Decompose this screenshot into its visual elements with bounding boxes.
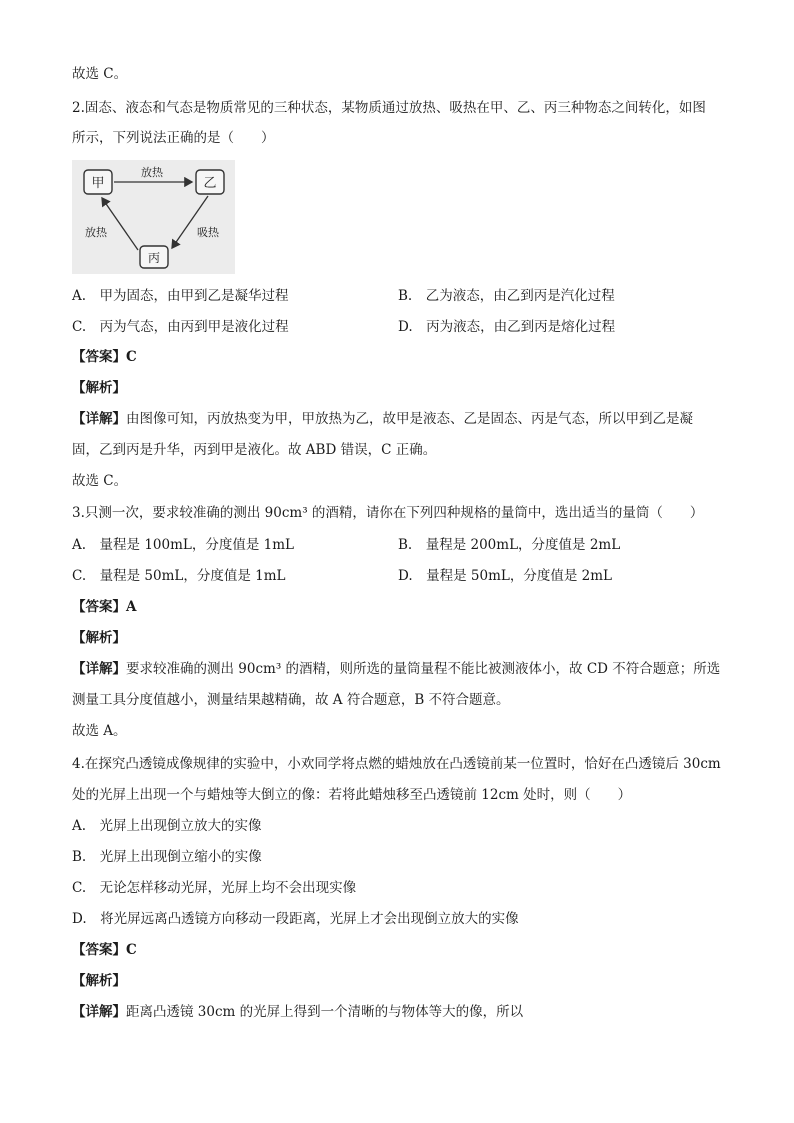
q3-choose: 故选 A。	[72, 723, 127, 739]
q3-option-a: A. 量程是 100mL，分度值是 1mL	[72, 537, 295, 553]
detail-text: 要求较准确的测出 90cm³ 的酒精，则所选的量筒量程不能比被测液体小，故 CD 不符合题意；所选	[126, 661, 721, 677]
q2-detail-2: 固，乙到丙是升华，丙到甲是液化。故 ABD 错误，C 正确。	[72, 442, 437, 458]
answer-value: A	[126, 599, 137, 615]
node-yi: 乙	[203, 176, 217, 191]
detail-label: 【详解】	[72, 661, 126, 677]
q2-choose: 故选 C。	[72, 473, 128, 489]
q2-option-c: C. 丙为气态，由丙到甲是液化过程	[72, 319, 289, 335]
answer-label: 【答案】	[72, 599, 126, 615]
node-bing: 丙	[147, 251, 161, 265]
answer-label: 【答案】	[72, 942, 126, 958]
edge-yi-to-bing	[172, 196, 208, 248]
q4-option-b: B. 光屏上出现倒立缩小的实像	[72, 849, 262, 865]
q2-option-b: B. 乙为液态，由乙到丙是汽化过程	[398, 288, 615, 304]
q3-detail-1	[72, 659, 720, 679]
q2-detail-1	[72, 409, 693, 429]
q3-option-d: D. 量程是 50mL，分度值是 2mL	[398, 568, 613, 584]
q4-analysis-heading: 【解析】	[72, 973, 126, 989]
detail-label: 【详解】	[72, 411, 126, 427]
node-jia: 甲	[91, 176, 105, 191]
text-line: 故选 C。	[72, 66, 128, 82]
answer-value: C	[126, 349, 137, 365]
q2-option-a: A. 甲为固态，由甲到乙是凝华过程	[72, 288, 289, 304]
answer-label: 【答案】	[72, 349, 126, 365]
q2-option-d: D. 丙为液态，由乙到丙是熔化过程	[398, 319, 616, 335]
detail-text: 距离凸透镜 30cm 的光屏上得到一个清晰的与物体等大的像，所以	[126, 1004, 524, 1020]
edge-bing-to-jia	[102, 198, 138, 250]
detail-text: 由图像可知，丙放热变为甲，甲放热为乙，故甲是液态、乙是固态、丙是气态，所以甲到乙是凝	[126, 411, 693, 427]
q4-answer	[72, 940, 137, 960]
edge-label-right: 吸热	[197, 226, 219, 239]
detail-label: 【详解】	[72, 1004, 126, 1020]
q2-answer	[72, 347, 137, 367]
question-4-stem-cont: 处的光屏上出现一个与蜡烛等大倒立的像：若将此蜡烛移至凸透镜前 12cm 处时，则（ ）	[72, 787, 632, 803]
q4-option-d: D. 将光屏远离凸透镜方向移动一段距离，光屏上才会出现倒立放大的实像	[72, 911, 519, 927]
q3-option-b: B. 量程是 200mL，分度值是 2mL	[398, 537, 621, 553]
state-change-diagram	[72, 160, 235, 274]
q4-option-a: A. 光屏上出现倒立放大的实像	[72, 818, 262, 834]
question-2-stem-cont: 所示，下列说法正确的是（ ）	[72, 130, 275, 146]
question-3-stem: 3.只测一次，要求较准确的测出 90cm³ 的酒精，请你在下列四种规格的量筒中，选出适当的量筒（ ）	[72, 505, 704, 521]
q3-detail-2: 测量工具分度值越小，测量结果越精确，故 A 符合题意，B 不符合题意。	[72, 692, 510, 708]
q4-detail-1	[72, 1002, 523, 1022]
edge-label-top: 放热	[141, 166, 163, 179]
q2-analysis-heading: 【解析】	[72, 380, 126, 396]
question-2-stem: 2.固态、液态和气态是物质常见的三种状态，某物质通过放热、吸热在甲、乙、丙三种物态之间转化，如图	[72, 100, 706, 116]
question-4-stem: 4.在探究凸透镜成像规律的实验中，小欢同学将点燃的蜡烛放在凸透镜前某一位置时，恰好在凸透镜后 30cm	[72, 756, 721, 772]
q3-answer	[72, 597, 136, 617]
q3-option-c: C. 量程是 50mL，分度值是 1mL	[72, 568, 286, 584]
edge-label-left: 放热	[85, 226, 107, 239]
q3-analysis-heading: 【解析】	[72, 630, 126, 646]
q4-option-c: C. 无论怎样移动光屏，光屏上均不会出现实像	[72, 880, 357, 896]
answer-value: C	[126, 942, 137, 958]
